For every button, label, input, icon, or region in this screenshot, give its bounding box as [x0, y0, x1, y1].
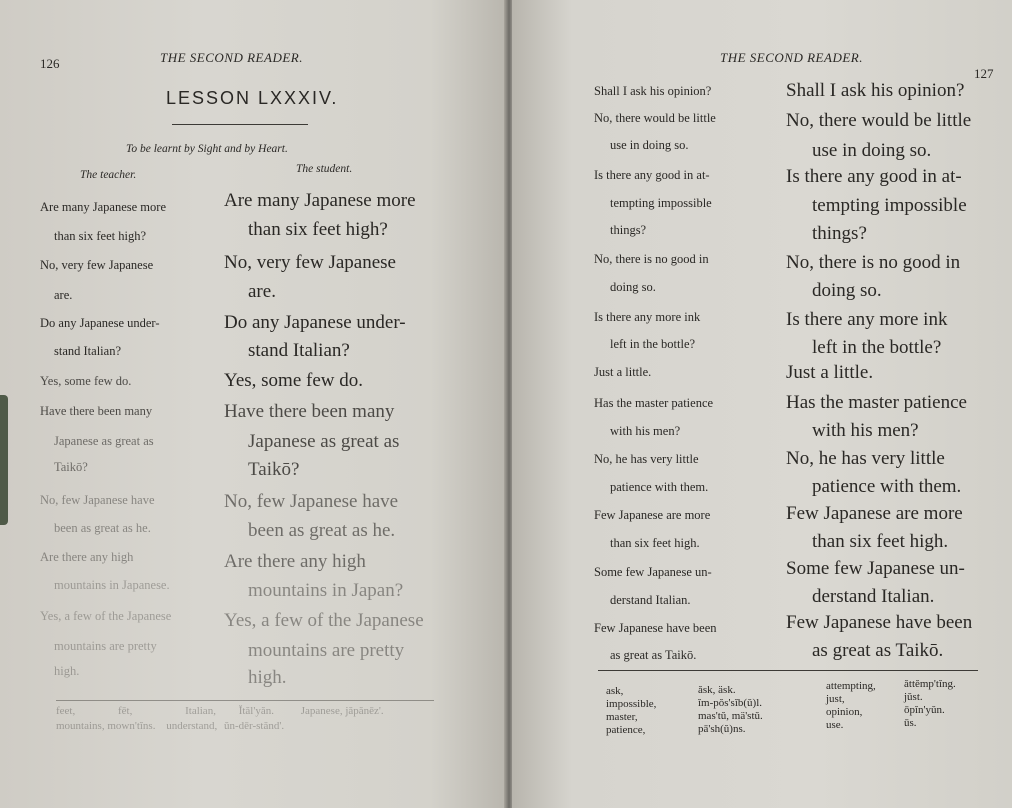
large-line: are.: [248, 281, 276, 302]
vocab-word: patience,: [606, 724, 646, 736]
large-line: mountains are pretty: [248, 640, 405, 661]
small-line: Just a little.: [594, 365, 652, 379]
small-line: Are there any high: [40, 550, 134, 564]
large-line: Are there any high: [224, 551, 366, 572]
large-line: Shall I ask his opinion?: [786, 80, 965, 101]
small-line: tempting impossible: [610, 196, 712, 210]
vocab-pronunciation: pā'sh(ŭ)ns.: [698, 723, 746, 735]
vocab-pronunciation: ūs.: [904, 717, 917, 729]
large-line: Few Japanese are more: [786, 503, 963, 524]
large-line: mountains in Japan?: [248, 580, 404, 601]
small-line: use in doing so.: [610, 138, 689, 152]
large-line: Is there any good in at-: [786, 166, 962, 187]
small-line: stand Italian?: [54, 344, 121, 358]
vocab-word: just,: [826, 693, 845, 705]
small-line: Yes, some few do.: [40, 374, 132, 388]
large-line: doing so.: [812, 280, 882, 301]
small-line: patience with them.: [610, 480, 709, 494]
large-line: stand Italian?: [248, 340, 350, 361]
footnote-line: [56, 705, 384, 718]
footnote-term: mountains, mown'tĭns.: [56, 720, 156, 732]
small-line: derstand Italian.: [610, 593, 691, 607]
large-line: No, very few Japanese: [224, 252, 396, 273]
small-line: Is there any more ink: [594, 310, 701, 324]
large-line: than six feet high.: [812, 531, 949, 552]
small-line: Few Japanese have been: [594, 621, 717, 635]
small-line: Japanese as great as: [54, 434, 154, 448]
vocab-rule: [598, 670, 978, 671]
large-line: derstand Italian.: [812, 586, 935, 607]
large-line: Yes, some few do.: [224, 370, 363, 391]
footnote-term: Ĭtăl'yăn.: [238, 705, 274, 717]
large-line: Taikō?: [248, 459, 300, 480]
page-number: 127: [974, 66, 994, 81]
small-line: as great as Taikō.: [610, 648, 697, 662]
large-line: Japanese as great as: [248, 431, 400, 452]
vocab-word: use.: [826, 719, 844, 731]
small-line: than six feet high?: [54, 229, 146, 243]
instruction: To be learnt by Sight and by Heart.: [126, 143, 288, 155]
vocab-pronunciation: ăsk, äsk.: [698, 684, 736, 696]
vocab-pronunciation: ĭm-pŏs'sĭb(ŭ)l.: [698, 697, 763, 709]
vocab-column: [698, 684, 763, 736]
lesson-title: LESSON LXXXIV.: [166, 88, 339, 108]
large-line: No, few Japanese have: [224, 491, 399, 512]
vocab-pronunciation: ăttĕmp'tĭng.: [904, 678, 956, 690]
large-line: No, there is no good in: [786, 252, 961, 273]
large-line: with his men?: [812, 420, 919, 441]
large-line: as great as Taikō.: [812, 640, 944, 661]
large-line: things?: [812, 223, 867, 244]
small-line: mountains in Japanese.: [54, 578, 170, 592]
small-line: mountains are pretty: [54, 639, 157, 653]
small-line: doing so.: [610, 280, 656, 294]
large-line: tempting impossible: [812, 195, 967, 216]
large-line: Few Japanese have been: [786, 612, 973, 633]
large-line: Some few Japanese un-: [786, 558, 965, 579]
small-line: No, few Japanese have: [40, 493, 155, 507]
large-line: use in doing so.: [812, 140, 932, 161]
large-line: Do any Japanese under-: [224, 312, 406, 333]
small-line: Yes, a few of the Japanese: [40, 609, 172, 623]
footnote-line: [56, 720, 284, 733]
vocab-pronunciation: mas'tŭ, mä'stŭ.: [698, 710, 763, 722]
small-line: Is there any good in at-: [594, 168, 710, 182]
small-line: are.: [54, 288, 73, 302]
large-line: No, there would be little: [786, 110, 972, 131]
vocab-word: ask,: [606, 685, 624, 697]
small-line: Are many Japanese more: [40, 200, 166, 214]
footnote-term: Japanese, jăpănēz'.: [300, 705, 384, 717]
large-line: Have there been many: [224, 401, 395, 422]
small-line: No, there is no good in: [594, 252, 709, 266]
large-line: high.: [248, 667, 287, 688]
large-line: left in the bottle?: [812, 337, 942, 358]
footnote-term: ŭn-dēr-stănd'.: [223, 720, 285, 732]
small-line: Taikō?: [54, 460, 88, 474]
footnote-rule: [56, 700, 434, 701]
small-line: things?: [610, 223, 647, 237]
footnote-term: Italian,: [185, 705, 216, 717]
vocab-column: [826, 680, 876, 732]
footnote-term: feet,: [56, 705, 76, 717]
vocab-pronunciation: jŭst.: [904, 691, 923, 703]
small-line: with his men?: [610, 424, 681, 438]
small-line: high.: [54, 664, 80, 678]
small-line: Do any Japanese under-: [40, 316, 160, 330]
vocab-pronunciation: ōpĭn'yŭn.: [904, 704, 945, 716]
vocab-word: impossible,: [606, 698, 657, 710]
small-line: No, he has very little: [594, 452, 699, 466]
large-line: No, he has very little: [786, 448, 945, 469]
running-head: THE SECOND READER.: [160, 50, 303, 65]
running-head: THE SECOND READER.: [720, 50, 863, 65]
small-line: Has the master patience: [594, 396, 714, 410]
vocab-word: attempting,: [826, 680, 876, 692]
small-line: Shall I ask his opinion?: [594, 84, 712, 98]
footnote-term: understand,: [166, 720, 218, 732]
large-line: Is there any more ink: [786, 309, 948, 330]
small-line: No, there would be little: [594, 111, 716, 125]
vocab-column: [904, 678, 956, 730]
title-rule: [172, 124, 308, 125]
student-label: The student.: [296, 163, 353, 175]
vocab-column: [606, 685, 656, 737]
vocab-word: master,: [606, 711, 638, 723]
large-line: patience with them.: [812, 476, 962, 497]
large-line: Yes, a few of the Japanese: [224, 610, 424, 631]
large-line: Just a little.: [786, 362, 874, 383]
right-page: [512, 0, 1012, 808]
page-number: 126: [40, 56, 60, 71]
small-line: No, very few Japanese: [40, 258, 154, 272]
large-line: Has the master patience: [786, 392, 967, 413]
small-line: than six feet high.: [610, 536, 700, 550]
footnote-term: fēt,: [117, 705, 133, 717]
small-line: Some few Japanese un-: [594, 565, 712, 579]
small-line: Few Japanese are more: [594, 508, 711, 522]
small-line: been as great as he.: [54, 521, 151, 535]
small-line: Have there been many: [40, 404, 153, 418]
large-line: than six feet high?: [248, 219, 388, 240]
small-line: left in the bottle?: [610, 337, 696, 351]
large-line: been as great as he.: [248, 520, 396, 541]
teacher-label: The teacher.: [80, 169, 137, 181]
large-line: Are many Japanese more: [224, 190, 416, 211]
vocab-word: opinion,: [826, 706, 863, 718]
page-edge-mark: [0, 395, 8, 525]
